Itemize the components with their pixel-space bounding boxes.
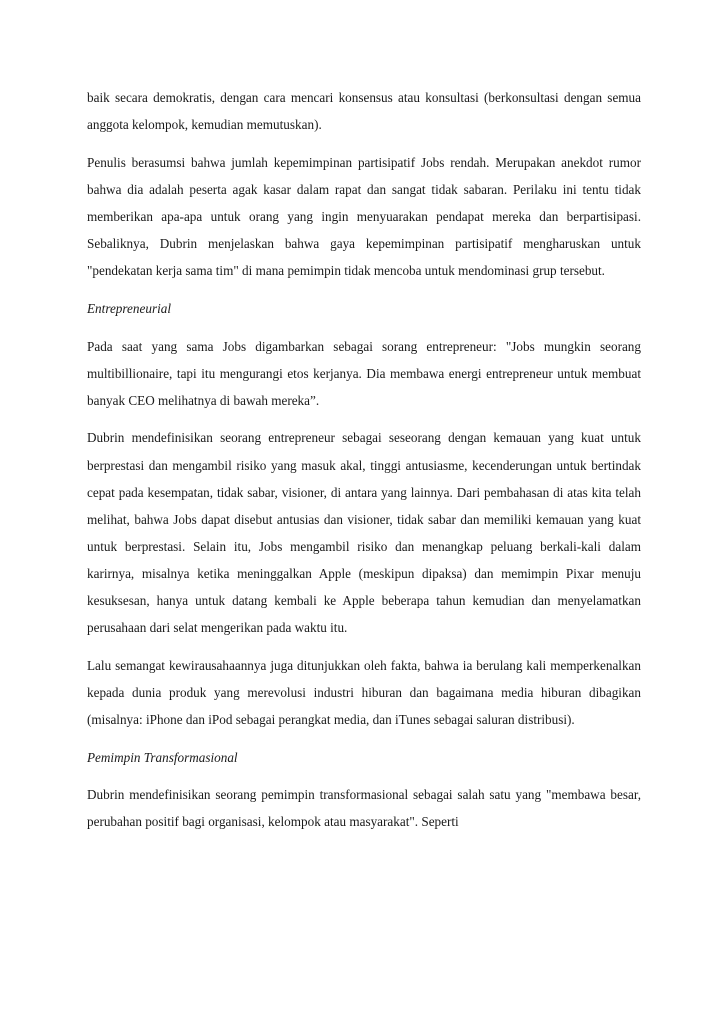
paragraph-transformational-definition: Dubrin mendefinisikan seorang pemimpin transformasional sebagai salah satu yang "membawa besar, perubahan positif bagi organisasi, kelompok atau masyarakat". Seperti xyxy=(87,787,641,830)
section-heading-entrepreneurial: Entrepreneurial xyxy=(87,300,171,316)
section-heading-transformational-leader: Pemimpin Transformasional xyxy=(87,749,238,765)
paragraph-entrepreneurial-spirit: Lalu semangat kewirausahaannya juga ditunjukkan oleh fakta, bahwa ia berulang kali memperkenalkan kepada dunia produk yang merevolusi industri hiburan dan bagaimana media hiburan dibagikan (misalnya: iPhone dan iPod sebagai perangkat media, dan iTunes sebagai saluran distribusi). xyxy=(87,657,641,727)
paragraph-participative-leadership: Penulis berasumsi bahwa jumlah kepemimpinan partisipatif Jobs rendah. Merupakan anekdot rumor bahwa dia adalah peserta agak kasar dalam rapat dan sangat tidak sabaran. Perilaku ini tentu tidak memberikan apa-apa untuk orang yang ingin menyuarakan pendapat mereka dan berpartisipasi. Sebaliknya, Dubrin menjelaskan bahwa gaya kepemimpinan partisipatif mengharuskan untuk "pendekatan kerja sama tim" di mana pemimpin tidak mencoba untuk mendominasi grup tersebut. xyxy=(87,154,641,279)
paragraph-entrepreneur-description: Pada saat yang sama Jobs digambarkan sebagai sorang entrepreneur: "Jobs mungkin seorang multibillionaire, tapi itu mengurangi etos kerjanya. Dia membawa energi entrepreneur untuk membuat banyak CEO melihatnya di bawah mereka”. xyxy=(87,338,641,408)
document-body xyxy=(87,84,641,846)
paragraph-democratic-continuation: baik secara demokratis, dengan cara mencari konsensus atau konsultasi (berkonsultasi dengan semua anggota kelompok, kemudian memutuskan). xyxy=(87,90,641,133)
paragraph-entrepreneur-definition: Dubrin mendefinisikan seorang entrepreneur sebagai seseorang dengan kemauan yang kuat untuk berprestasi dan mengambil risiko yang masuk akal, tinggi antusiasme, kecenderungan untuk bertindak cepat pada kesempatan, tidak sabar, visioner, di antara yang lainnya. Dari pembahasan di atas kita telah melihat, bahwa Jobs dapat disebut antusias dan visioner, tidak sabar dan memiliki kemauan yang kuat untuk berprestasi. Selain itu, Jobs mengambil risiko dan menangkap peluang berkali-kali dalam karirnya, misalnya ketika meninggalkan Apple (meskipun dipaksa) dan memimpin Pixar menuju kesuksesan, hanya untuk datang kembali ke Apple beberapa tahun kemudian dan menyelamatkan perusahaan dari selat mengerikan pada waktu itu. xyxy=(87,430,641,636)
